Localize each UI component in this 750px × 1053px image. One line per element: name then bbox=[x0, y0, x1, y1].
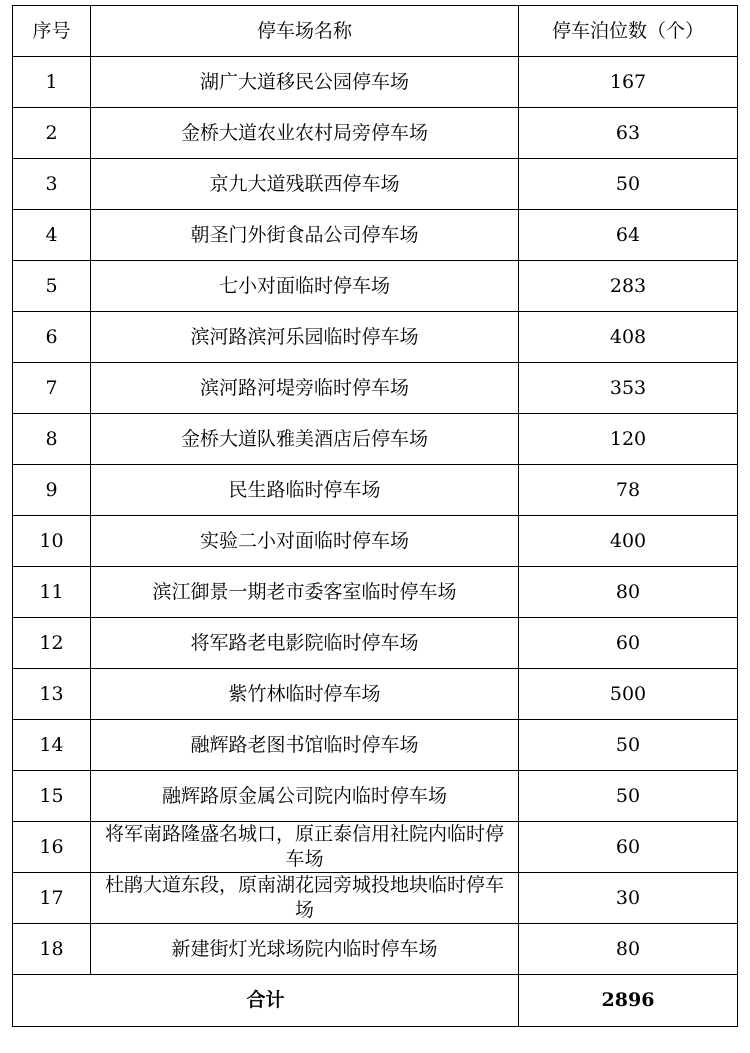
row-name: 朝圣门外街食品公司停车场 bbox=[91, 210, 519, 261]
row-name: 新建街灯光球场院内临时停车场 bbox=[91, 924, 519, 975]
row-index: 1 bbox=[13, 57, 91, 108]
row-index: 9 bbox=[13, 465, 91, 516]
row-index: 7 bbox=[13, 363, 91, 414]
row-name: 滨河路滨河乐园临时停车场 bbox=[91, 312, 519, 363]
row-spaces: 50 bbox=[519, 771, 738, 822]
row-index: 8 bbox=[13, 414, 91, 465]
row-index: 17 bbox=[13, 873, 91, 924]
row-name: 将军路老电影院临时停车场 bbox=[91, 618, 519, 669]
row-index: 6 bbox=[13, 312, 91, 363]
row-spaces: 50 bbox=[519, 159, 738, 210]
row-spaces: 60 bbox=[519, 618, 738, 669]
row-name: 融辉路老图书馆临时停车场 bbox=[91, 720, 519, 771]
row-index: 18 bbox=[13, 924, 91, 975]
row-index: 2 bbox=[13, 108, 91, 159]
table-row bbox=[13, 414, 738, 465]
table-row bbox=[13, 567, 738, 618]
row-name: 紫竹林临时停车场 bbox=[91, 669, 519, 720]
row-index: 3 bbox=[13, 159, 91, 210]
row-name: 滨河路河堤旁临时停车场 bbox=[91, 363, 519, 414]
row-index: 11 bbox=[13, 567, 91, 618]
table-row bbox=[13, 618, 738, 669]
row-name: 杜鹃大道东段，原南湖花园旁城投地块临时停车场 bbox=[91, 873, 519, 924]
table-row bbox=[13, 312, 738, 363]
table-row bbox=[13, 924, 738, 975]
total-row bbox=[13, 975, 738, 1027]
header-index: 序号 bbox=[13, 6, 91, 57]
row-spaces: 60 bbox=[519, 822, 738, 873]
row-spaces: 78 bbox=[519, 465, 738, 516]
row-spaces: 30 bbox=[519, 873, 738, 924]
header-name: 停车场名称 bbox=[91, 6, 519, 57]
row-name: 融辉路原金属公司院内临时停车场 bbox=[91, 771, 519, 822]
row-spaces: 408 bbox=[519, 312, 738, 363]
row-spaces: 353 bbox=[519, 363, 738, 414]
row-index: 10 bbox=[13, 516, 91, 567]
row-name: 民生路临时停车场 bbox=[91, 465, 519, 516]
row-name: 京九大道残联西停车场 bbox=[91, 159, 519, 210]
row-index: 12 bbox=[13, 618, 91, 669]
table-row bbox=[13, 465, 738, 516]
row-spaces: 50 bbox=[519, 720, 738, 771]
table-row bbox=[13, 261, 738, 312]
table-row bbox=[13, 159, 738, 210]
table-row bbox=[13, 108, 738, 159]
header-spaces: 停车泊位数（个） bbox=[519, 6, 738, 57]
row-name: 金桥大道队雅美酒店后停车场 bbox=[91, 414, 519, 465]
row-name: 湖广大道移民公园停车场 bbox=[91, 57, 519, 108]
row-spaces: 64 bbox=[519, 210, 738, 261]
total-value: 2896 bbox=[519, 975, 738, 1027]
row-spaces: 400 bbox=[519, 516, 738, 567]
row-spaces: 283 bbox=[519, 261, 738, 312]
row-index: 13 bbox=[13, 669, 91, 720]
row-name: 滨江御景一期老市委客室临时停车场 bbox=[91, 567, 519, 618]
table-row bbox=[13, 57, 738, 108]
row-name: 将军南路隆盛名城口，原正泰信用社院内临时停车场 bbox=[91, 822, 519, 873]
row-index: 5 bbox=[13, 261, 91, 312]
row-index: 4 bbox=[13, 210, 91, 261]
header-row bbox=[13, 6, 738, 57]
parking-lot-table bbox=[12, 5, 738, 1027]
row-spaces: 63 bbox=[519, 108, 738, 159]
table-row bbox=[13, 669, 738, 720]
table-row bbox=[13, 822, 738, 873]
row-index: 15 bbox=[13, 771, 91, 822]
row-index: 14 bbox=[13, 720, 91, 771]
row-spaces: 500 bbox=[519, 669, 738, 720]
total-label: 合计 bbox=[13, 975, 519, 1027]
row-index: 16 bbox=[13, 822, 91, 873]
table-row bbox=[13, 720, 738, 771]
row-name: 七小对面临时停车场 bbox=[91, 261, 519, 312]
row-spaces: 167 bbox=[519, 57, 738, 108]
table-row bbox=[13, 873, 738, 924]
row-spaces: 120 bbox=[519, 414, 738, 465]
row-name: 金桥大道农业农村局旁停车场 bbox=[91, 108, 519, 159]
row-spaces: 80 bbox=[519, 567, 738, 618]
row-spaces: 80 bbox=[519, 924, 738, 975]
table-row bbox=[13, 363, 738, 414]
table-row bbox=[13, 210, 738, 261]
table-row bbox=[13, 516, 738, 567]
table-row bbox=[13, 771, 738, 822]
row-name: 实验二小对面临时停车场 bbox=[91, 516, 519, 567]
